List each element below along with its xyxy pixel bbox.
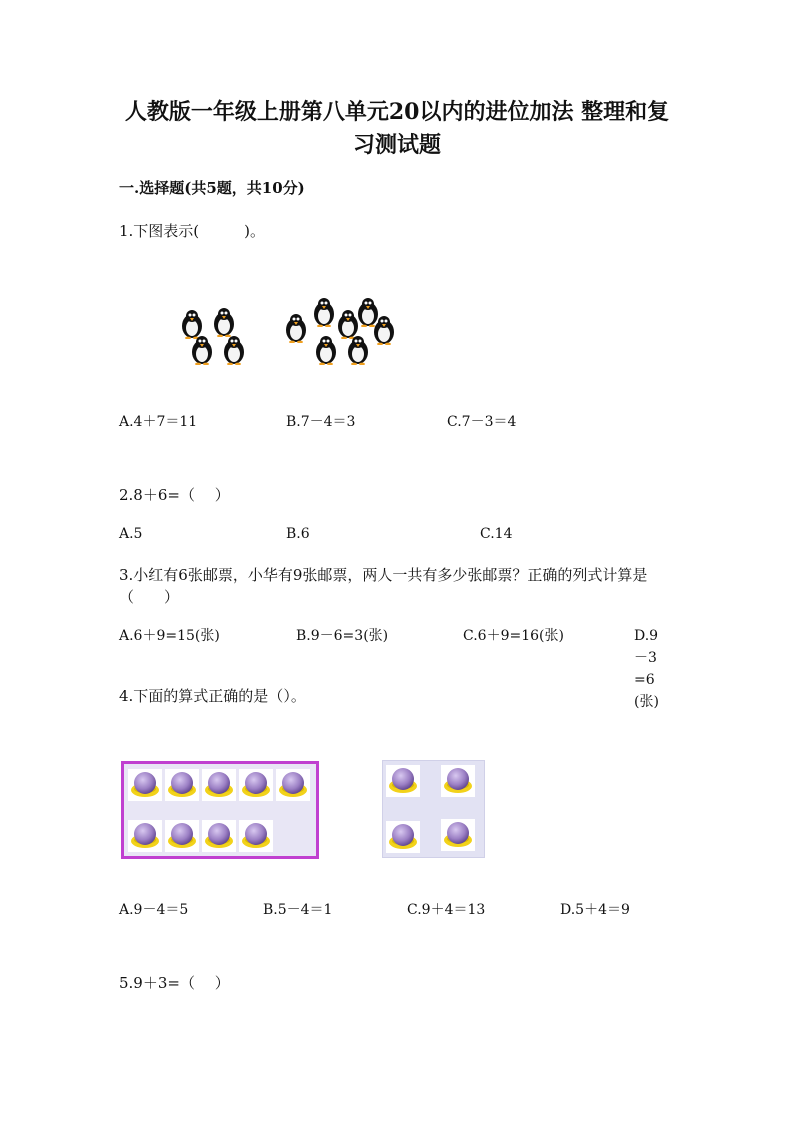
q3-option-b[interactable]: B.9－6=3(张) — [296, 628, 389, 644]
penguin-icon — [345, 335, 371, 365]
balls-group-left — [121, 761, 319, 859]
penguin-icon — [313, 335, 339, 365]
ball-tile — [239, 769, 273, 801]
ball-tile — [202, 820, 236, 852]
question-2-stem: 2.8＋6=（ ） — [119, 486, 230, 504]
penguin-icon — [311, 297, 337, 327]
q2-option-c[interactable]: C.14 — [480, 526, 513, 542]
penguin-icon — [211, 307, 237, 337]
question-1-stem: 1.下图表示( )。 — [119, 222, 266, 240]
q2-option-a[interactable]: A.5 — [119, 526, 143, 542]
q3-option-d-label: D.9－3=6(张) — [634, 628, 659, 710]
ball-tile — [128, 769, 162, 801]
ball-tile — [202, 769, 236, 801]
ball-icon — [388, 823, 418, 851]
q1-option-a[interactable]: A.4＋7＝11 — [119, 414, 198, 430]
q1-option-c[interactable]: C.7－3＝4 — [447, 414, 517, 430]
q3-option-a[interactable]: A.6＋9=15(张) — [119, 628, 220, 644]
q2-option-b[interactable]: B.6 — [286, 526, 310, 542]
page-title: 人教版一年级上册第八单元20以内的进位加法 整理和复习测试题 — [124, 99, 670, 158]
q3-option-c[interactable]: C.6＋9=16(张) — [463, 628, 564, 644]
q4-option-c[interactable]: C.9＋4＝13 — [407, 902, 486, 918]
question-3-stem: 3.小红有6张邮票，小华有9张邮票，两人一共有多少张邮票？正确的列式计算是（ ） — [119, 566, 648, 606]
penguin-icon — [221, 335, 247, 365]
ball-tile — [441, 819, 475, 851]
ball-icon — [130, 771, 160, 799]
ball-icon — [443, 821, 473, 849]
ball-icon — [130, 822, 160, 850]
section-heading: 一.选择题(共5题，共10分) — [119, 179, 305, 197]
ball-tile — [165, 820, 199, 852]
question-5-stem: 5.9＋3=（ ） — [119, 974, 230, 992]
ball-tile — [386, 821, 420, 853]
ball-tile — [239, 820, 273, 852]
q4-option-d[interactable]: D.5＋4＝9 — [560, 902, 630, 918]
ball-icon — [241, 771, 271, 799]
penguin-icon — [189, 335, 215, 365]
ball-icon — [278, 771, 308, 799]
ball-tile — [441, 765, 475, 797]
ball-icon — [167, 822, 197, 850]
ball-icon — [388, 767, 418, 795]
ball-tile — [128, 820, 162, 852]
balls-group-right — [382, 760, 485, 858]
ball-tile — [386, 765, 420, 797]
penguin-icon — [283, 313, 309, 343]
q4-option-a[interactable]: A.9－4＝5 — [119, 902, 189, 918]
ball-tile — [276, 769, 310, 801]
ball-icon — [167, 771, 197, 799]
ball-icon — [241, 822, 271, 850]
ball-icon — [443, 767, 473, 795]
ball-icon — [204, 822, 234, 850]
q1-option-b[interactable]: B.7－4＝3 — [286, 414, 356, 430]
question-4-stem: 4.下面的算式正确的是（）。 — [119, 687, 306, 705]
q4-option-b[interactable]: B.5－4＝1 — [263, 902, 333, 918]
penguins-image — [175, 293, 400, 373]
ball-tile — [165, 769, 199, 801]
ball-icon — [204, 771, 234, 799]
penguin-icon — [371, 315, 397, 345]
